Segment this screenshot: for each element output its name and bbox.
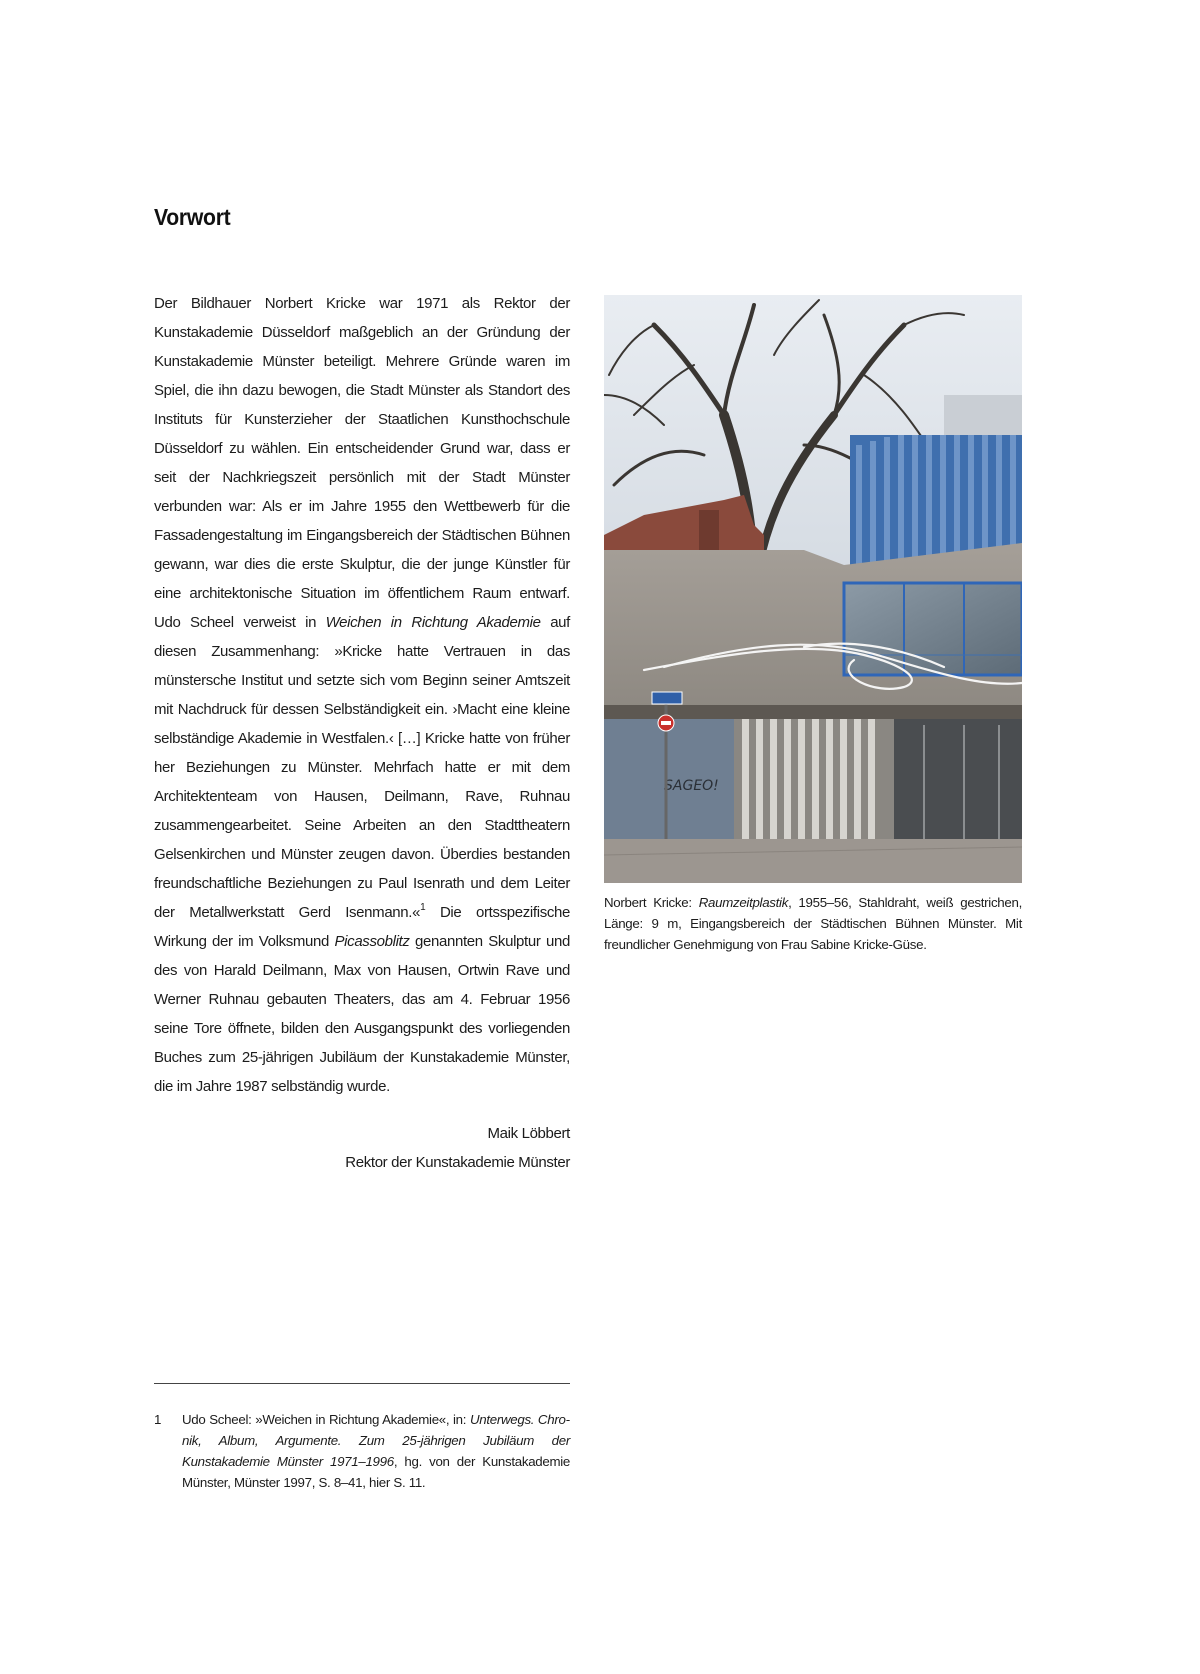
body-text-part: genannten Skulptur und des von Harald Deilmann, Max von Hausen, Ortwin Rave und Werner Ruhnau gebauten Theaters, das am 4. Februar 1956 seine Tore öffnete, bilden den Ausgangspunkt des vorliegenden Buches zum 25-jährigen Jubiläum der Kunstakademie Münster, die im Jahre 1987 selbständig wurde. <box>154 933 570 1095</box>
footnote-text-part: , hg. von der Kunstakademie Münster, Münster 1997, S. 8–41, hier S. 11. <box>182 1454 571 1490</box>
signature-block <box>154 1119 570 1177</box>
theater-photo <box>604 295 1022 883</box>
signature-name: Maik Löbbert <box>487 1125 570 1142</box>
body-italic-title: Weichen in Richtung Akademie <box>325 614 541 631</box>
main-text-column <box>154 289 570 1177</box>
theater-photo-illustration <box>604 295 1022 883</box>
footnote-text-part: Udo Scheel: »Weichen in Richtung Akademie«, in: <box>182 1412 470 1427</box>
footnote-divider <box>154 1383 570 1384</box>
footnote-italic-title: Unterwegs. Chronik, Album, Argumente. Zum 25-jährigen Jubiläum der Kunstakademie Münster 1971–1996 <box>182 1412 570 1469</box>
body-text-part: Der Bildhauer Norbert Kricke war 1971 als Rektor der Kunstakademie Düsseldorf maßgeblich an der Gründung der Kunstakademie Münster beteiligt. Mehrere Gründe waren im Spiel, die ihn dazu bewogen, die Stadt Münster als Standort des Instituts für Kunsterzieher der Staatlichen Kunsthochschule Düsseldorf zu wählen. Ein entscheidender Grund war, dass er seit der Nachkriegszeit persönlich mit der Stadt Münster verbunden war: Als er im Jahre 1955 den Wettbewerb für die Fassadengestaltung im Eingangsbereich der Städtischen Bühnen gewann, war dies die erste Skulptur, die der junge Künstler für eine architektonische Situation im öffentlichem Raum entwarf. Udo Scheel verweist in <box>154 295 570 631</box>
body-paragraph <box>154 289 570 1101</box>
footnote-text <box>182 1409 570 1493</box>
body-text-part: auf diesen Zusammenhang: »Kricke hatte Vertrauen in das münstersche Institut und setzte sich vom Beginn seiner Amtszeit mit Nachdruck für dessen Selbständigkeit ein. ›Macht eine kleine selbständige Akademie in Westfalen.‹ […] Kricke hatte von früher her Beziehungen zu Münster. Mehrfach hatte er mit dem Architektenteam von Hausen, Deilmann, Rave, Ruhnau zusammengearbeitet. Seine Arbeiten an den Stadttheatern Gelsenkirchen und Münster zeugen davon. Überdies bestanden freundschaftliche Beziehungen zu Paul Isenrath und dem Leiter der Metallwerkstatt Gerd Isenmann.« <box>154 614 570 921</box>
body-italic-term: Picassoblitz <box>334 933 410 950</box>
body-text-part: Die ortsspezifische Wirkung der im Volksmund <box>154 904 570 950</box>
caption-artwork-title: Raumzeitplastik <box>698 895 789 910</box>
footnote-number: 1 <box>154 1412 162 1427</box>
graffiti-text: SAGEO! <box>664 778 719 794</box>
caption-text-part: Norbert Kricke: <box>604 895 699 910</box>
footnote <box>154 1409 570 1493</box>
signature-title: Rektor der Kunstakademie Münster <box>345 1154 570 1171</box>
caption-text-part: , 1955–56, Stahldraht, weiß gestrichen, Länge: 9 m, Eingangsbereich der Städtischen Bühnen Münster. Mit freundlicher Genehmigung von Frau Sabine Kricke-Güse. <box>604 895 1022 952</box>
page-title: Vorwort <box>154 204 231 230</box>
figure-caption <box>604 892 1022 955</box>
footnote-reference[interactable]: 1 <box>420 902 426 913</box>
